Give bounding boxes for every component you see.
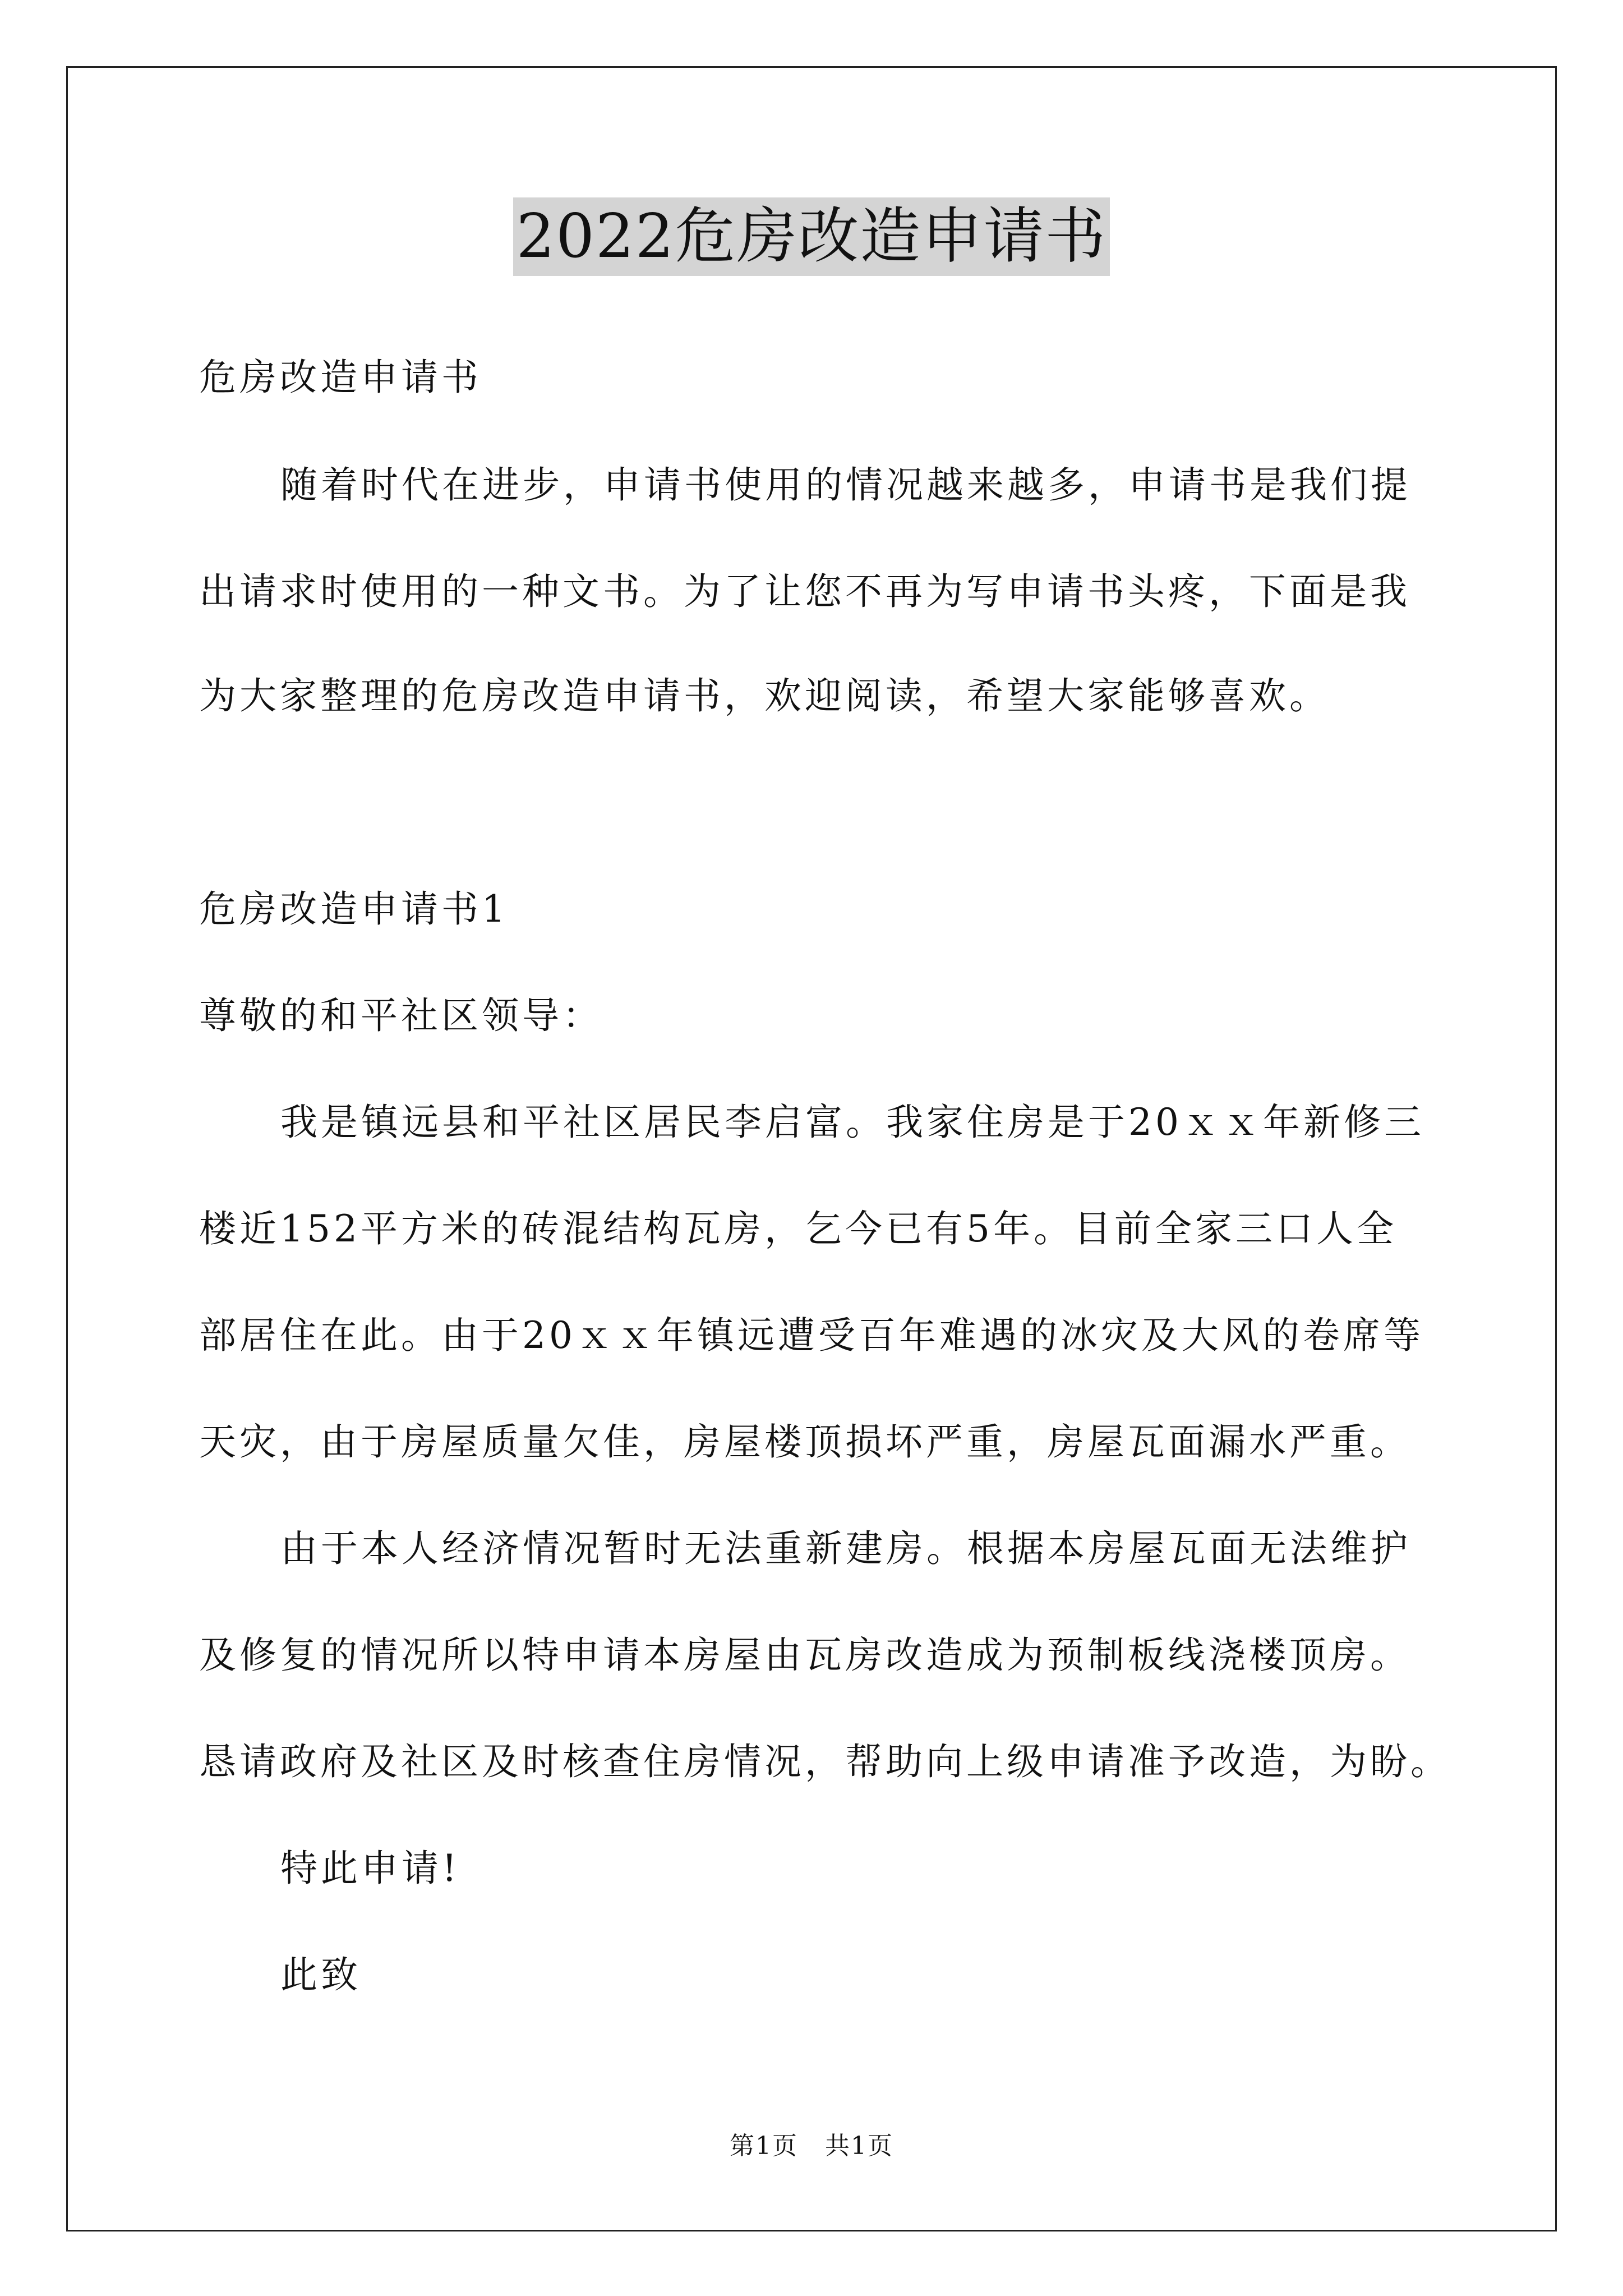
body-line-4: 天灾，由于房屋质量欠佳，房屋楼顶损坏严重，房屋瓦面漏水严重。 — [199, 1420, 1410, 1464]
closing-salute: 此致 — [280, 1953, 361, 1996]
document-heading: 危房改造申请书 — [199, 356, 482, 399]
body-line-6: 及修复的情况所以特申请本房屋由瓦房改造成为预制板线浇楼顶房。 — [199, 1634, 1410, 1677]
document-title: 2022危房改造申请书 — [513, 197, 1110, 276]
page-total: 共1页 — [825, 2132, 893, 2160]
body-line-3: 部居住在此。由于20ｘｘ年镇远遭受百年难遇的冰灾及大风的卷席等 — [199, 1314, 1424, 1357]
intro-line-1: 随着时代在进步，申请书使用的情况越来越多，申请书是我们提 — [280, 463, 1411, 507]
page-footer — [0, 2129, 1623, 2163]
body-line-1: 我是镇远县和平社区居民李启富。我家住房是于20ｘｘ年新修三 — [280, 1101, 1424, 1144]
closing-request: 特此申请! — [280, 1847, 460, 1890]
body-line-7: 恳请政府及社区及时核查住房情况，帮助向上级申请准予改造，为盼。 — [199, 1740, 1451, 1783]
title-container — [0, 197, 1623, 276]
page-number: 第1页 — [730, 2132, 798, 2160]
section-title: 危房改造申请书1 — [199, 887, 509, 931]
body-line-5: 由于本人经济情况暂时无法重新建房。根据本房屋瓦面无法维护 — [280, 1527, 1411, 1570]
salutation: 尊敬的和平社区领导： — [199, 994, 603, 1037]
intro-line-2: 出请求时使用的一种文书。为了让您不再为写申请书头疼，下面是我 — [199, 570, 1410, 613]
intro-line-3: 为大家整理的危房改造申请书，欢迎阅读，希望大家能够喜欢。 — [199, 674, 1330, 717]
body-line-2: 楼近152平方米的砖混结构瓦房，乞今已有5年。目前全家三口人全 — [199, 1207, 1397, 1250]
